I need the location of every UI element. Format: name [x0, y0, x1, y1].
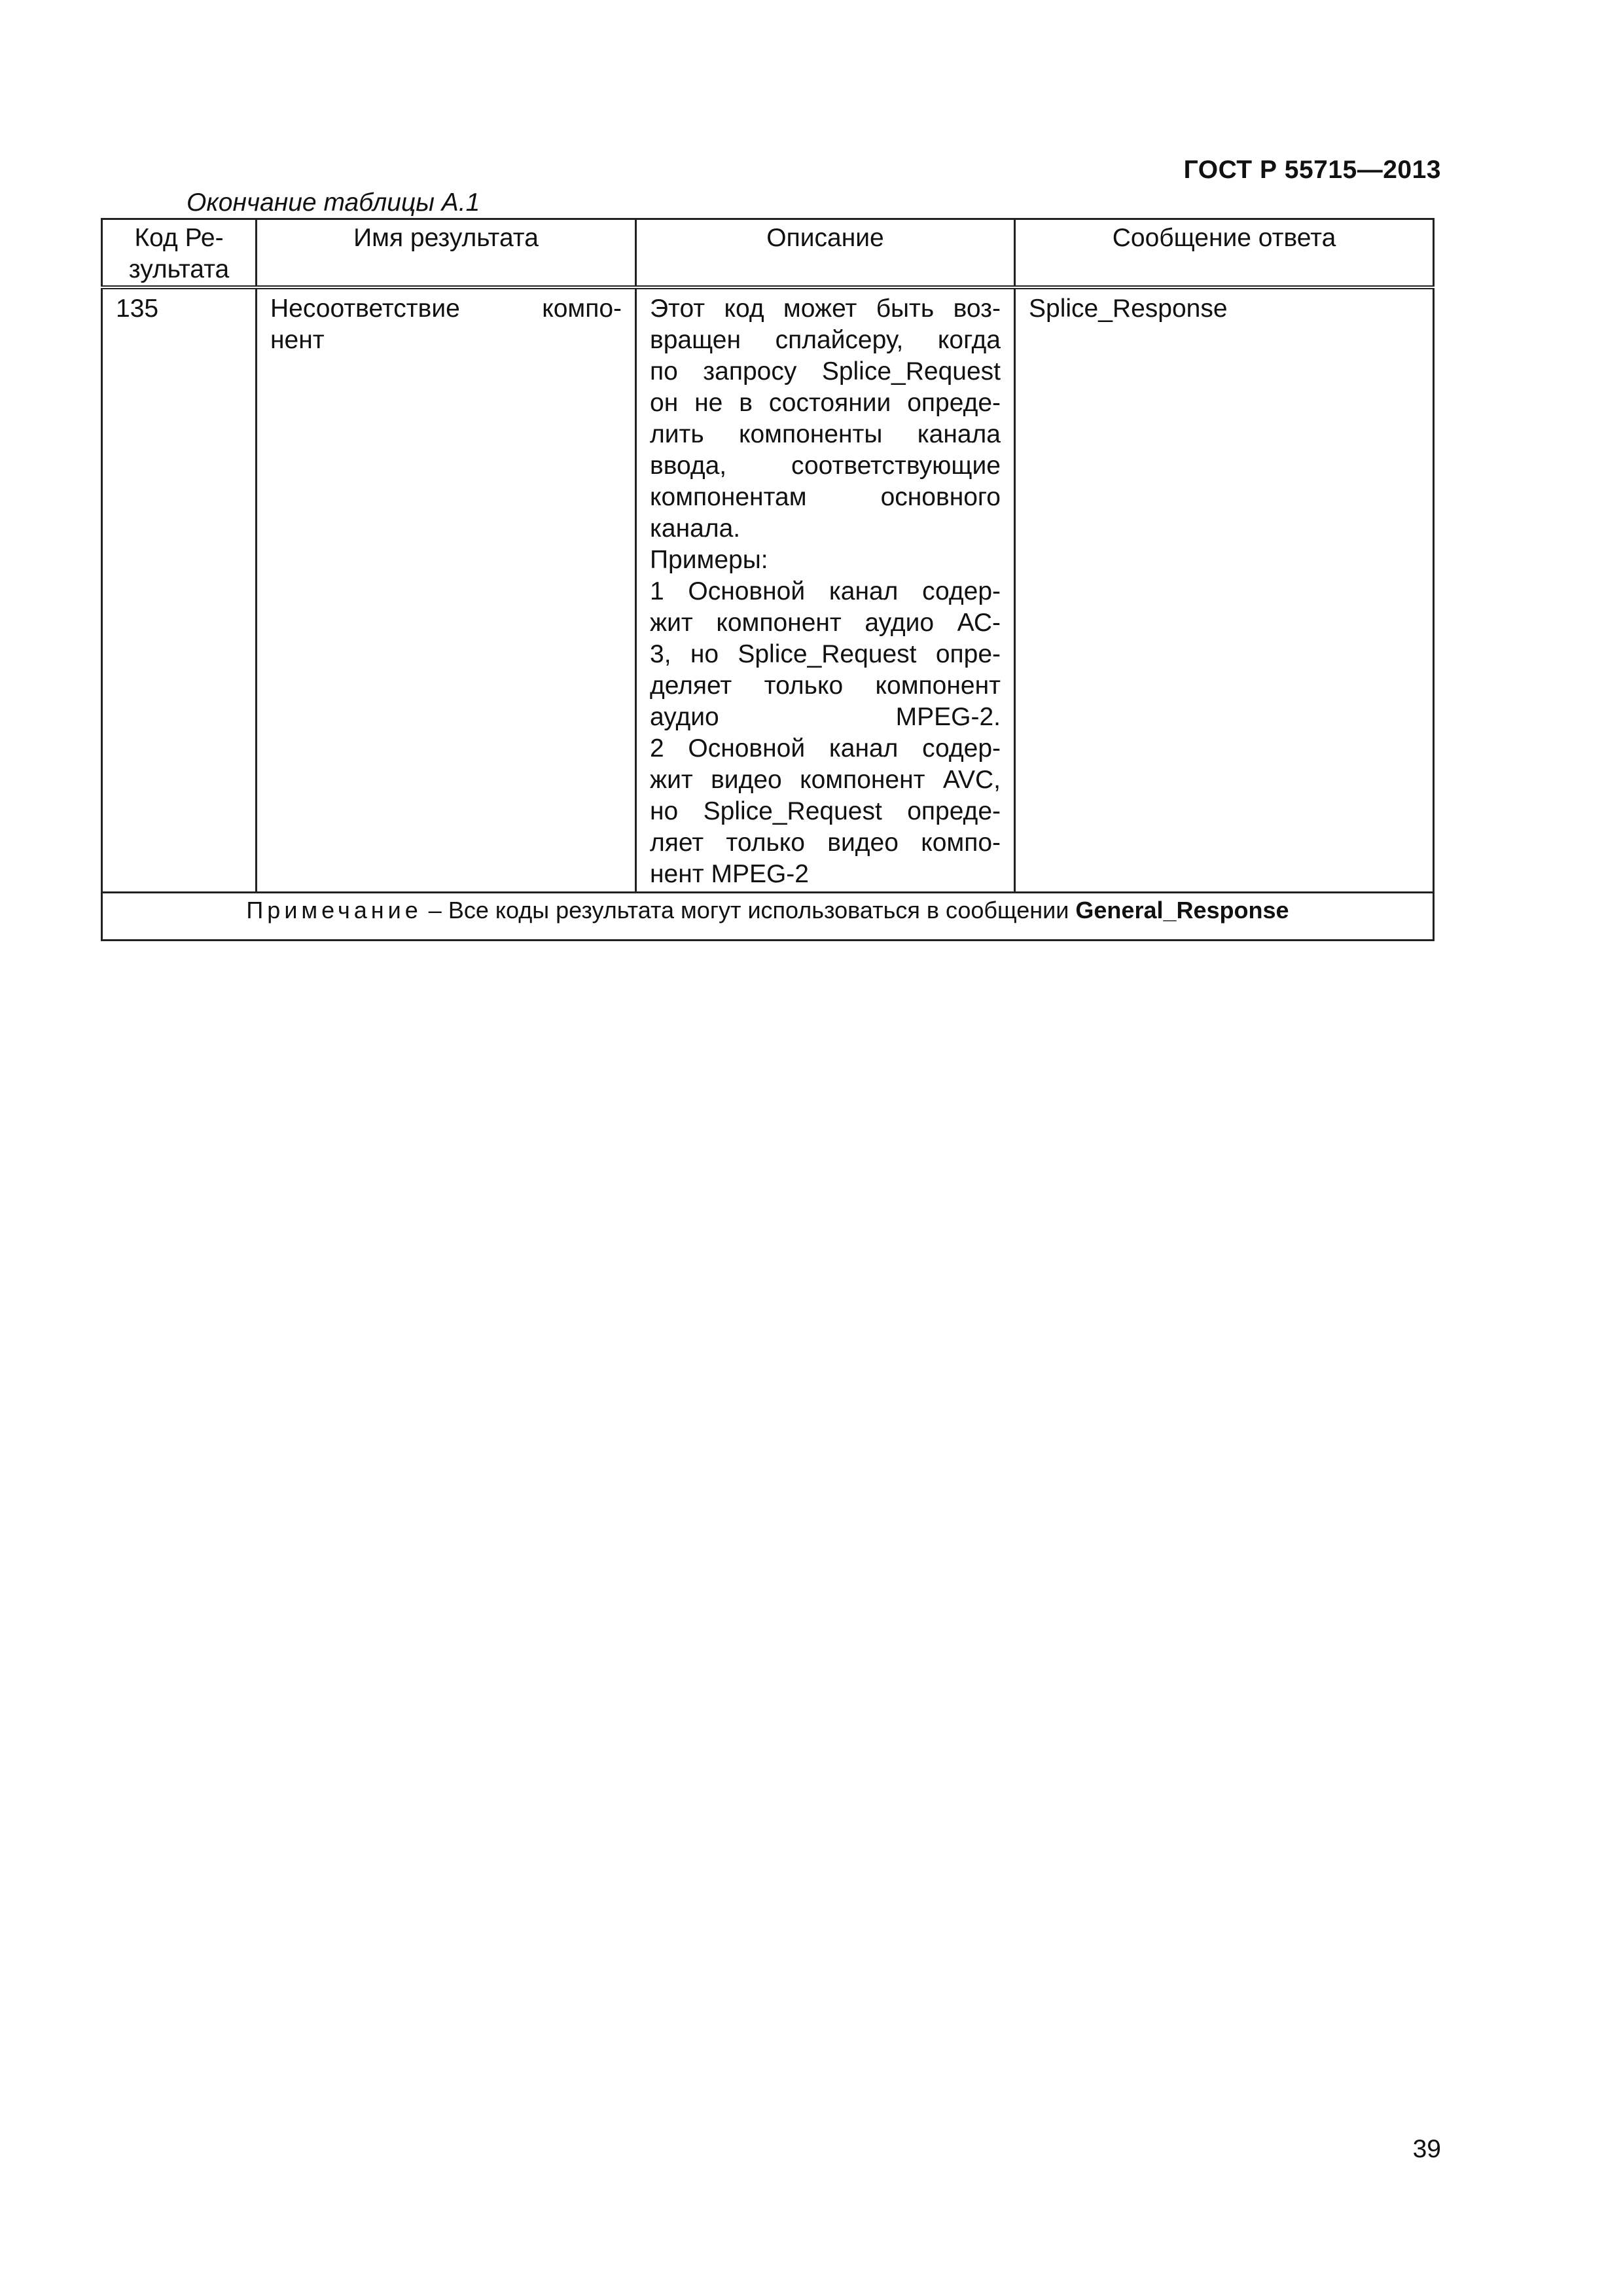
column-header-code-line2: зультата: [128, 255, 230, 283]
description-line: 3, но Splice_Request опре-: [650, 640, 1001, 668]
document-code: ГОСТ Р 55715—2013: [1183, 156, 1441, 184]
description-line: Примеры:: [650, 546, 768, 574]
table-note-row: [102, 893, 1434, 941]
description-line: канала.: [650, 514, 741, 543]
description-line: жит компонент аудио АС-: [650, 609, 1001, 637]
column-header-response: Сообщение ответа: [1015, 219, 1434, 288]
description-line: 2 Основной канал содер-: [650, 734, 1001, 762]
result-codes-table: [101, 218, 1435, 941]
table-caption: Окончание таблицы А.1: [187, 188, 480, 217]
result-code-cell: 135: [102, 287, 257, 893]
description-line: 1 Основной канал содер-: [650, 577, 1001, 605]
note-text: – Все коды результата могут использоваться в сообщении: [421, 897, 1076, 924]
result-description-cell: [636, 287, 1015, 893]
description-line: жит видео компонент AVC,: [650, 766, 1001, 794]
description-line: нент MPEG-2: [650, 860, 809, 888]
description-line: ввода, соответствующие: [650, 452, 1001, 480]
table-row: [102, 287, 1434, 893]
description-line: но Splice_Request опреде-: [650, 797, 1001, 825]
table-header-row: [102, 219, 1434, 288]
note-label: Примечание: [246, 897, 422, 924]
column-header-description: Описание: [636, 219, 1015, 288]
description-line: лить компоненты канала: [650, 420, 1001, 448]
column-header-code: [102, 219, 257, 288]
description-line: деляет только компонент: [650, 672, 1001, 700]
result-name-line: нент: [270, 326, 325, 354]
table-note-cell: [102, 893, 1434, 941]
description-line: компонентам основного: [650, 483, 1001, 511]
column-header-code-line1: Код Ре-: [134, 224, 224, 252]
description-line: Этот код может быть воз-: [650, 295, 1001, 323]
description-line: по запросу Splice_Request: [650, 357, 1001, 386]
response-message-cell: Splice_Response: [1015, 287, 1434, 893]
description-line: он не в состоянии опреде-: [650, 389, 1001, 417]
description-line: вращен сплайсеру, когда: [650, 326, 1001, 354]
page-number: 39: [1412, 2135, 1441, 2163]
note-bold-text: General_Response: [1075, 897, 1289, 924]
description-line: аудио MPEG-2.: [650, 703, 1001, 731]
result-name-cell: [257, 287, 636, 893]
result-name-line: Несоответствие компо-: [270, 295, 622, 323]
column-header-name: Имя результата: [257, 219, 636, 288]
description-line: ляет только видео компо-: [650, 829, 1001, 857]
